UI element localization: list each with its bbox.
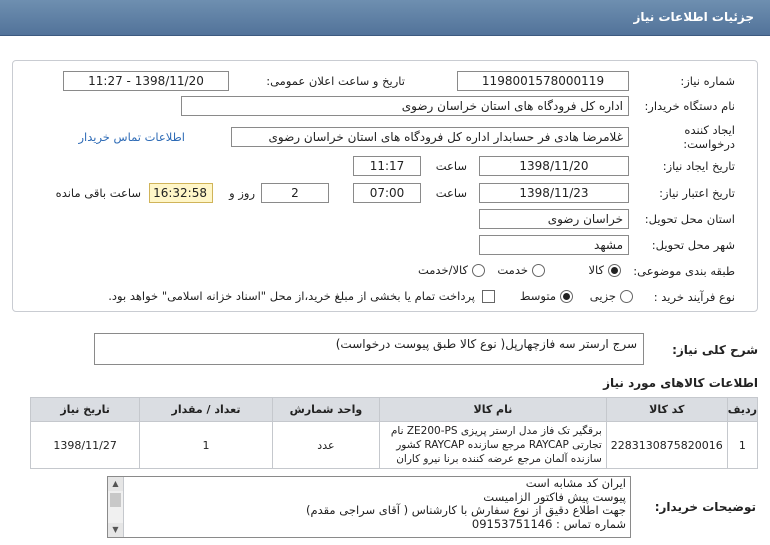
need-details-panel: [12, 60, 758, 312]
items-table: [30, 397, 758, 469]
scroll-thumb[interactable]: [110, 493, 121, 507]
validity-date-field: 1398/11/23: [479, 183, 629, 203]
category-radio-goods-service[interactable]: [472, 264, 485, 277]
summary-label: شرح کلی نیاز:: [672, 343, 758, 357]
remaining-time-field: 16:32:58: [149, 183, 213, 203]
col-code: کد کالا: [606, 398, 727, 422]
remaining-time-label: ساعت باقی مانده: [55, 186, 141, 200]
notes-line: جهت اطلاع دقیق از نوع سفارش با کارشناس ( آقای سراجی مقدم): [305, 503, 626, 517]
remaining-days-field: 2: [261, 183, 329, 203]
created-date-field: 1398/11/20: [479, 156, 629, 176]
table-row: [31, 422, 758, 469]
validity-time-field: 07:00: [353, 183, 421, 203]
category-option-goods-service: کالا/خدمت: [417, 263, 468, 277]
creator-field: غلامرضا هادی فر حسابدار اداره کل فرودگاه های استان خراسان رضوی: [231, 127, 629, 147]
creator-label-line1: ایجاد کننده: [684, 123, 735, 137]
col-qty: تعداد / مقدار: [140, 398, 273, 422]
scroll-up-icon[interactable]: ▲: [108, 477, 123, 491]
summary-field: سرج ارستر سه فازچهارپل( نوع کالا طبق پیوست درخواست): [94, 333, 644, 365]
col-row: ردیف: [727, 398, 757, 422]
category-label: طبقه بندی موضوعی:: [633, 264, 735, 278]
created-date-label: تاریخ ایجاد نیاز:: [662, 159, 735, 173]
col-date: تاریخ نیاز: [31, 398, 140, 422]
city-field: مشهد: [479, 235, 629, 255]
treasury-payment-checkbox[interactable]: [482, 290, 495, 303]
buyer-contact-link[interactable]: اطلاعات تماس خریدار: [78, 130, 185, 144]
notes-label: توضیحات خریدار:: [654, 500, 756, 514]
notes-line: پیوست پیش فاکتور الزامیست: [483, 489, 626, 504]
buyer-org-label: نام دستگاه خریدار:: [644, 99, 735, 113]
cell-qty: 1: [140, 422, 273, 469]
process-radio-medium[interactable]: [560, 290, 573, 303]
days-label: روز و: [229, 186, 255, 200]
page-header: [0, 0, 770, 36]
process-label: نوع فرآیند خرید :: [653, 290, 735, 304]
process-option-minor: جزیی: [589, 289, 616, 303]
announce-datetime-label: تاریخ و ساعت اعلان عمومی:: [266, 74, 405, 88]
process-radio-minor[interactable]: [620, 290, 633, 303]
creator-label-line2: درخواست:: [683, 137, 735, 151]
need-number-field: 1198001578000119: [457, 71, 629, 91]
cell-name: برقگیر تک فاز مدل ارستر پریزی ZE200-PS نام تجارتی RAYCAP مرجع سازنده RAYCAP کشور سازنده آلمان مرجع عرضه کننده برنا نیرو کاران: [380, 422, 607, 469]
validity-date-label: تاریخ اعتبار نیاز:: [659, 186, 735, 200]
validity-time-label: ساعت: [435, 186, 467, 200]
buyer-org-field: اداره کل فرودگاه های استان خراسان رضوی: [181, 96, 629, 116]
notes-scrollbar[interactable]: [108, 477, 124, 537]
col-unit: واحد شمارش: [272, 398, 379, 422]
items-table-header: [31, 398, 758, 422]
category-option-goods: کالا: [588, 263, 604, 277]
created-time-label: ساعت: [435, 159, 467, 173]
cell-row: 1: [727, 422, 757, 469]
cell-code: 2283130875820016: [606, 422, 727, 469]
items-section-title: اطلاعات کالاهای مورد نیاز: [603, 376, 758, 390]
notes-line: ایران کد مشابه است: [525, 476, 626, 490]
category-radio-service[interactable]: [532, 264, 545, 277]
province-field: خراسان رضوی: [479, 209, 629, 229]
treasury-payment-note: پرداخت تمام یا بخشی از مبلغ خرید،از محل "اسناد خزانه اسلامی" خواهد بود.: [108, 289, 475, 303]
page-title: جزئیات اطلاعات نیاز: [633, 10, 754, 24]
created-time-field: 11:17: [353, 156, 421, 176]
category-option-service: خدمت: [497, 263, 528, 277]
notes-textarea[interactable]: [107, 476, 631, 538]
need-number-label: شماره نیاز:: [680, 74, 735, 88]
col-name: نام کالا: [380, 398, 607, 422]
announce-datetime-field: 1398/11/20 - 11:27: [63, 71, 229, 91]
process-option-medium: متوسط: [519, 289, 556, 303]
province-label: استان محل تحویل:: [644, 212, 735, 226]
scroll-down-icon[interactable]: ▼: [108, 523, 123, 537]
cell-date: 1398/11/27: [31, 422, 140, 469]
notes-line: شماره تماس : 09153751146: [471, 516, 626, 531]
city-label: شهر محل تحویل:: [651, 238, 735, 252]
category-radio-goods[interactable]: [608, 264, 621, 277]
cell-unit: عدد: [272, 422, 379, 469]
